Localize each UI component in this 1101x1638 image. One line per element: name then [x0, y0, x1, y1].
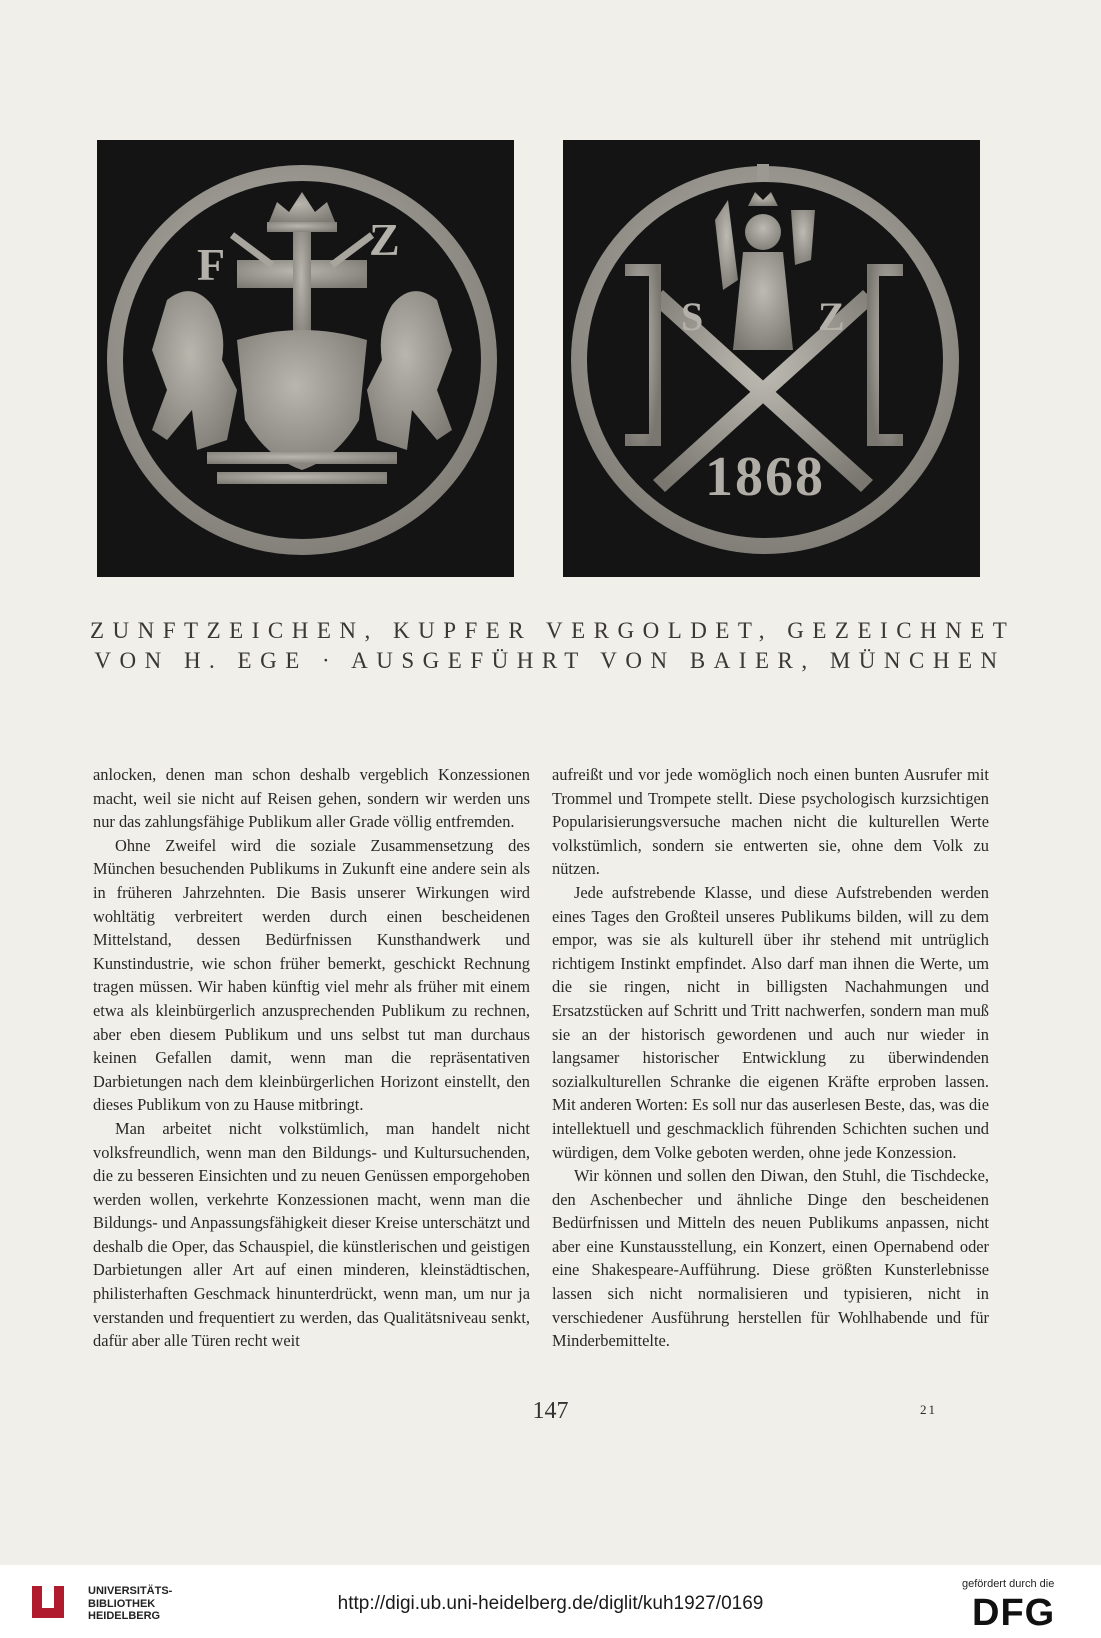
- paragraph: Ohne Zweifel wird die soziale Zusammensetzung des München besuchenden Publikums in Zukunft eine andere sein als in früheren Jahrzehnten. Die Basis unserer Wirkungen wird wohltätig verbreitert werden durch einen bescheidenen Mittelstand, dessen Bedürfnissen Kunsthandwerk und Kunstindustrie, wie schon früher bemerkt, geschickt Rechnung tragen müssen. Wir haben künftig viel mehr als früher mit einem etwa als kleinbürgerlich anzusprechenden Publikum zu rechnen, aber eben diesem Publikum und uns selbst tut man durchaus keinen Gefallen damit, wenn man die repräsentativen Darbietungen nach dem kleinbürgerlichen Horizont einstellt, den dieses Publikum von zu Hause mitbringt.: [93, 835, 530, 1115]
- sponsor-logo: DFG: [972, 1592, 1056, 1634]
- plate-left-letter-z: Z: [369, 214, 400, 265]
- library-name-line-1: UNIVERSITÄTS-: [88, 1585, 173, 1597]
- paragraph: anlocken, denen man schon deshalb vergeblich Konzessionen macht, weil sie nicht auf Reisen gehen, sondern wir werden uns nur das zahlungsfähige Publikum aller Grade völlig entfremden.: [93, 765, 530, 832]
- text-column-left: [93, 763, 530, 1353]
- caption-line-1: ZUNFTZEICHEN, KUPFER VERGOLDET, GEZEICHNET: [90, 618, 1016, 643]
- guild-emblem-right-image: [563, 140, 980, 577]
- text-column-right: [552, 763, 989, 1353]
- signature-mark: 21: [920, 1402, 937, 1417]
- footer-bar: [0, 1565, 1101, 1638]
- paragraph: Wir können und sollen den Diwan, den Stuhl, die Tischdecke, den Aschenbecher und ähnliche Dinge den bescheidenen Bedürfnissen und Mitteln des neuen Publikums anpassen, nicht aber eine Kunstausstellung, ein Konzert, einen Opernabend oder eine Shakespeare-Aufführung. Diese größten Kunsterlebnisse lassen sich nicht normalisieren und typisieren, nicht in verschiedener Ausführung herstellen für Wohlhabende und für Minderbemittelte.: [552, 1166, 989, 1351]
- paragraph: aufreißt und vor jede womöglich noch einen bunten Ausrufer mit Trommel und Trompete stellt. Diese psychologisch kurzsichtigen Popularisierungsversuche machen nicht die kulturellen Werte volkstümlich, sondern sie entwerten sie, ohne dem Volk zu nützen.: [552, 765, 989, 879]
- guild-emblem-left-image: [97, 140, 514, 577]
- sponsor-label: gefördert durch die: [962, 1578, 1055, 1590]
- paragraph: Jede aufstrebende Klasse, und diese Aufstrebenden werden eines Tages den Großteil unseres Publikums bilden, will zu dem empor, was sie als kulturell über ihr stehend mit untrüglich richtigem Instinkt empfindet. Also darf man ihnen die Werte, um die sie ringen, nicht in billigsten Nachahmungen und Ersatzstücken auf Schritt und Tritt nachwerfen, sondern man muß sie an der historisch gewordenen und auch nur wieder in langsamer historischer Entwicklung zu überwindenden sozialkulturellen Schranke die eigenen Kräfte erproben lassen. Mit anderen Worten: Es soll nur das auserlesen Beste, das, was die intellektuell und geschmacklich führenden Schichten suchen und würdigen, dem Volke geboten werden, ohne jede Konzession.: [552, 882, 989, 1162]
- caption-line-2: VON H. EGE · AUSGEFÜHRT VON BAIER, MÜNCHEN: [94, 648, 1006, 673]
- plate-right-letter-s: S: [681, 294, 704, 339]
- plate-right-year: 1868: [705, 446, 825, 508]
- plate-right-letter-z: Z: [818, 294, 845, 339]
- library-name-line-2: BIBLIOTHEK: [88, 1597, 156, 1610]
- guild-emblem-left-drawing: [97, 140, 514, 577]
- paragraph: Man arbeitet nicht volkstümlich, man handelt nicht volksfreundlich, wenn man den Bildungs- und Kultursuchenden, die zu besseren Einsichten und zu neuen Genüssen emporgehoben werden wollen, verkehrte Konzessionen macht, wenn man die Bildungs- und Anpassungsfähigkeit dieser Kreise unterschätzt und deshalb die Oper, das Schauspiel, die künstlerischen und geistigen Darbietungen aller Art auf einen minderen, kleinstädtischen, philisterhaften Geschmack hinunterdrückt, wenn man, um nur ja verstanden und frequentiert zu werden, das Qualitätsniveau senkt, dafür aber alle Türen recht weit: [93, 1118, 530, 1351]
- source-url-link[interactable]: http://digi.ub.uni-heidelberg.de/diglit/kuh1927/0169: [337, 1593, 764, 1614]
- plate-left-letter-f: F: [197, 239, 226, 290]
- page-number: 147: [532, 1398, 569, 1424]
- guild-emblem-right-drawing: [563, 140, 980, 577]
- library-name-line-3: HEIDELBERG: [88, 1610, 161, 1622]
